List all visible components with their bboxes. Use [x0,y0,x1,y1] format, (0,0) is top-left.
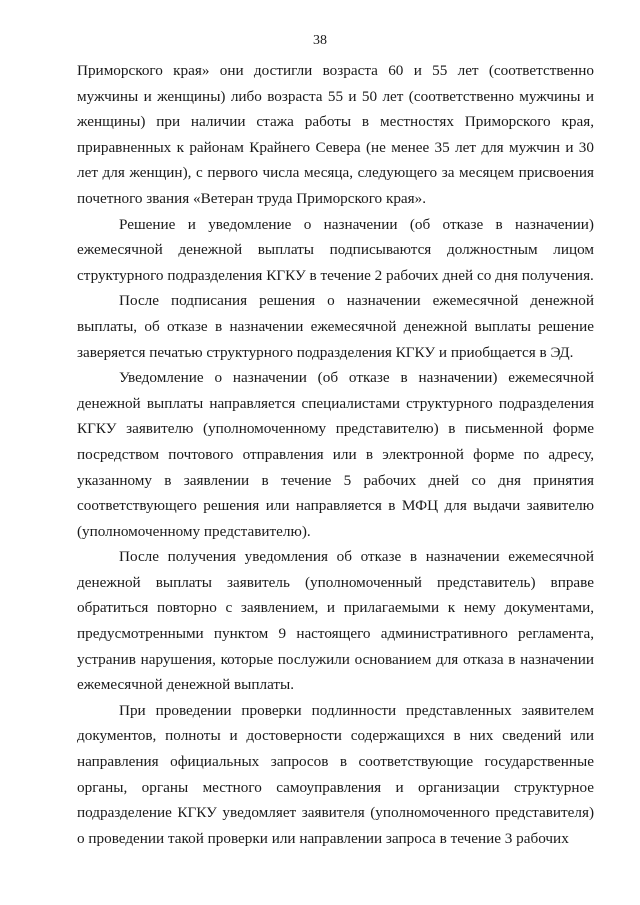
paragraph-continuation: Приморского края» они достигли возраста 60 и 55 лет (соответственно мужчины и женщины) либо возраста 55 и 50 лет (соответственно мужчины и женщины) при наличии стажа работы в местностях Приморского края, приравненных к районам Крайнего Севера (не менее 35 лет для мужчин и 30 лет для женщин), с первого числа месяца, следующего за месяцем присвоения почетного звания «Ветеран труда Приморского края». [77,62,594,207]
paragraph-reapplication: После получения уведомления об отказе в назначении ежемесячной денежной выплаты заявитель (уполномоченный представитель) вправе обратиться повторно с заявлением, и прилагаемыми к нему документами, предусмотренными пунктом 9 настоящего административного регламента, устранив нарушения, которые послужили основанием для отказа в назначении ежемесячной денежной выплаты. [77,548,594,694]
paragraph-decision-certification: После подписания решения о назначении ежемесячной денежной выплаты, об отказе в назначении ежемесячной денежной выплаты решение заверяется печатью структурного подразделения КГКУ и приобщается в ЭД. [77,292,594,361]
paragraph-verification: При проведении проверки подлинности представленных заявителем документов, полноты и достоверности содержащихся в них сведений или направления официальных запросов в соответствующие государственные органы, органы местного самоуправления и организации структурное подразделение КГКУ уведомляет заявителя (уполномоченного представителя) о проведении такой проверки или направлении запроса в течение 3 рабочих [77,701,594,847]
paragraph-notification-delivery: Уведомление о назначении (об отказе в назначении) ежемесячной денежной выплаты направляется специалистами структурного подразделения КГКУ заявителю (уполномоченному представителю) в письменной форме посредством почтового отправления или в электронной форме по адресу, указанному в заявлении в течение 5 рабочих дней со дня принятия соответствующего решения или направляется в МФЦ для выдачи заявителю (уполномоченному представителю). [77,369,594,540]
paragraph-decision-signing: Решение и уведомление о назначении (об отказе в назначении) ежемесячной денежной выплаты подписываются должностным лицом структурного подразделения КГКУ в течение 2 рабочих дней со дня получения. [77,215,594,284]
document-body [77,58,594,851]
page-number: 38 [313,33,327,48]
